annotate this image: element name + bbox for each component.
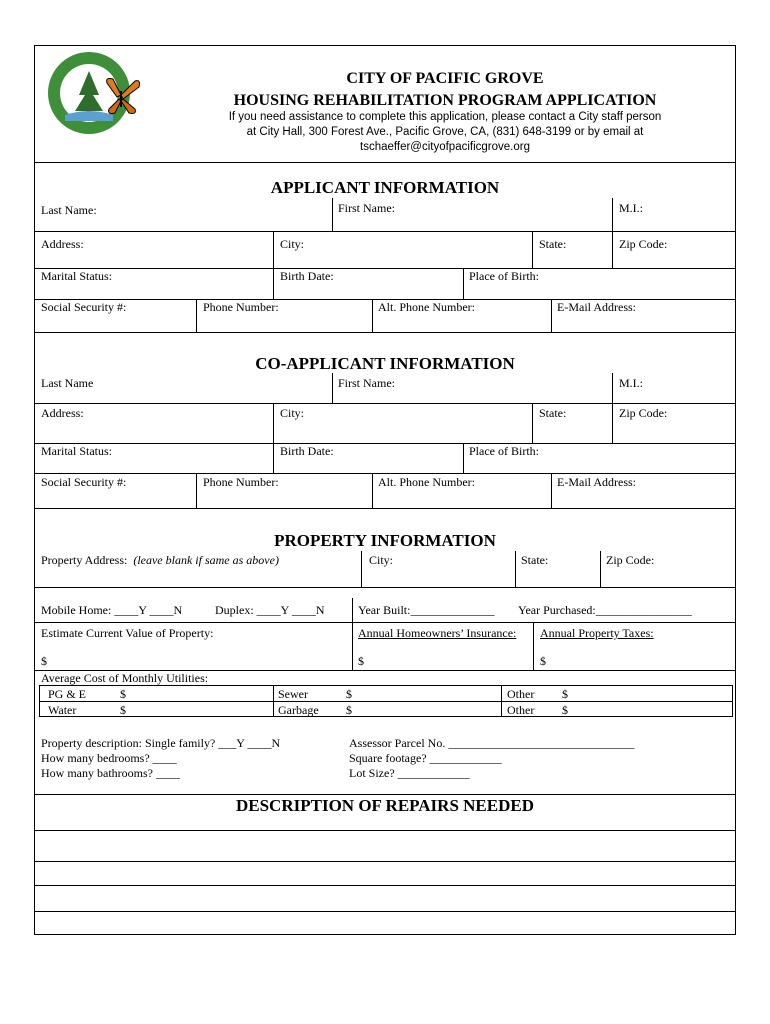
year-purchased-field: Year Purchased:________________ bbox=[518, 603, 692, 617]
pge-label: PG & E bbox=[48, 687, 87, 701]
pge-dollar: $ bbox=[120, 687, 126, 701]
coapplicant-first-name-label: First Name: bbox=[338, 376, 395, 390]
applicant-mi-label: M.I.: bbox=[619, 201, 643, 215]
coapplicant-marital-label: Marital Status: bbox=[41, 444, 112, 458]
insurance-dollar: $ bbox=[358, 654, 364, 668]
sewer-label: Sewer bbox=[278, 687, 308, 701]
applicant-first-name-label: First Name: bbox=[338, 201, 395, 215]
property-description-field: Property description: Single family? ___Y ____N bbox=[41, 736, 281, 750]
coapplicant-birth-place-label: Place of Birth: bbox=[469, 444, 539, 458]
property-state-label: State: bbox=[521, 553, 549, 567]
assistance-note-line1: If you need assistance to complete this application, please contact a City staff person bbox=[228, 111, 662, 123]
city-seal-logo bbox=[45, 49, 141, 141]
estimate-value-label: Estimate Current Value of Property: bbox=[41, 626, 214, 640]
coapplicant-last-name-label: Last Name bbox=[41, 376, 94, 390]
coapplicant-birth-date-label: Birth Date: bbox=[280, 444, 334, 458]
sewer-dollar: $ bbox=[346, 687, 352, 701]
applicant-phone-label: Phone Number: bbox=[203, 300, 279, 314]
applicant-city-label: City: bbox=[280, 237, 305, 251]
applicant-state-label: State: bbox=[539, 237, 567, 251]
coapplicant-ssn-label: Social Security #: bbox=[41, 475, 127, 489]
duplex-field: Duplex: ____Y ____N bbox=[215, 603, 325, 617]
other2-label: Other bbox=[507, 703, 535, 717]
bedrooms-field: How many bedrooms? ____ bbox=[41, 751, 177, 765]
repairs-heading: DESCRIPTION OF REPAIRS NEEDED bbox=[235, 796, 534, 815]
coapplicant-mi-label: M.I.: bbox=[619, 376, 643, 390]
other1-label: Other bbox=[507, 687, 535, 701]
coapplicant-city-label: City: bbox=[280, 406, 305, 420]
application-form bbox=[34, 45, 736, 935]
property-address-text: Property Address: bbox=[41, 553, 128, 567]
garbage-dollar: $ bbox=[346, 703, 352, 717]
parcel-number-field: Assessor Parcel No. _______________________________ bbox=[349, 736, 635, 750]
property-heading: PROPERTY INFORMATION bbox=[274, 531, 496, 550]
property-address-note: (leave blank if same as above) bbox=[133, 553, 279, 567]
applicant-last-name-label: Last Name: bbox=[41, 203, 97, 217]
insurance-label: Annual Homeowners’ Insurance: bbox=[358, 626, 517, 640]
property-address-label bbox=[41, 553, 279, 568]
property-city-label: City: bbox=[369, 553, 394, 567]
property-taxes-label: Annual Property Taxes: bbox=[540, 626, 654, 640]
garbage-label: Garbage bbox=[278, 703, 319, 717]
applicant-alt-phone-label: Alt. Phone Number: bbox=[378, 300, 475, 314]
utilities-title: Average Cost of Monthly Utilities: bbox=[41, 671, 209, 685]
assistance-note-line2: at City Hall, 300 Forest Ave., Pacific Grove, CA, (831) 648-3199 or by email at bbox=[246, 126, 644, 138]
form-title-city: CITY OF PACIFIC GROVE bbox=[346, 70, 544, 87]
other1-dollar: $ bbox=[562, 687, 568, 701]
coapplicant-email-label: E-Mail Address: bbox=[557, 475, 636, 489]
square-footage-field: Square footage? ____________ bbox=[349, 751, 502, 765]
coapplicant-zip-label: Zip Code: bbox=[619, 406, 668, 420]
applicant-zip-label: Zip Code: bbox=[619, 237, 668, 251]
form-title-program: HOUSING REHABILITATION PROGRAM APPLICATION bbox=[233, 92, 657, 109]
lot-size-field: Lot Size? ____________ bbox=[349, 766, 470, 780]
applicant-ssn-label: Social Security #: bbox=[41, 300, 127, 314]
mobile-home-field: Mobile Home: ____Y ____N bbox=[41, 603, 183, 617]
coapplicant-alt-phone-label: Alt. Phone Number: bbox=[378, 475, 475, 489]
applicant-email-label: E-Mail Address: bbox=[557, 300, 636, 314]
coapplicant-address-label: Address: bbox=[41, 406, 84, 420]
water-dollar: $ bbox=[120, 703, 126, 717]
taxes-dollar: $ bbox=[540, 654, 546, 668]
assistance-note-line3: tschaeffer@cityofpacificgrove.org bbox=[360, 141, 530, 153]
water-label: Water bbox=[48, 703, 77, 717]
coapplicant-phone-label: Phone Number: bbox=[203, 475, 279, 489]
applicant-birth-place-label: Place of Birth: bbox=[469, 269, 539, 283]
bathrooms-field: How many bathrooms? ____ bbox=[41, 766, 180, 780]
estimate-value-dollar: $ bbox=[41, 654, 47, 668]
property-zip-label: Zip Code: bbox=[606, 553, 655, 567]
other2-dollar: $ bbox=[562, 703, 568, 717]
year-built-field: Year Built:______________ bbox=[358, 603, 495, 617]
coapplicant-heading: CO-APPLICANT INFORMATION bbox=[255, 354, 515, 373]
applicant-birth-date-label: Birth Date: bbox=[280, 269, 334, 283]
coapplicant-state-label: State: bbox=[539, 406, 567, 420]
applicant-address-label: Address: bbox=[41, 237, 84, 251]
applicant-marital-label: Marital Status: bbox=[41, 269, 112, 283]
applicant-heading: APPLICANT INFORMATION bbox=[270, 178, 500, 197]
